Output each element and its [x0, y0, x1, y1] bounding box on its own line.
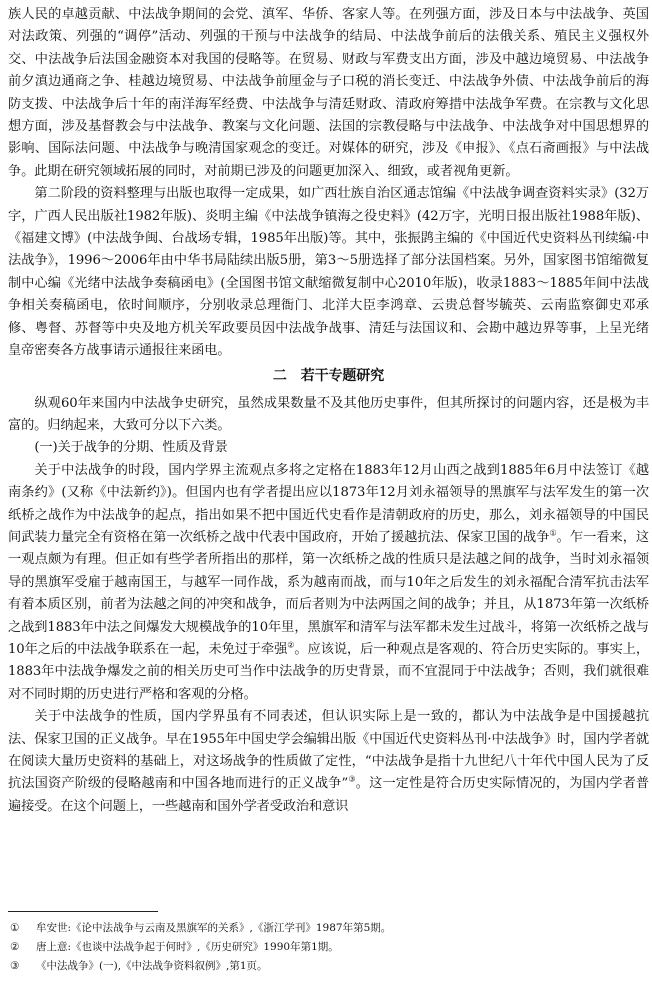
footnote-ref-2[interactable]: ② — [287, 640, 295, 650]
footnote-2 — [8, 938, 649, 957]
footnote-1-text: 牟安世:《论中法战争与云南及黑旗军的关系》,《浙江学刊》1987年第5期。 — [36, 922, 392, 934]
footnote-3 — [8, 957, 649, 976]
footnote-ref-3[interactable]: ③ — [348, 775, 356, 785]
footnote-2-text: 唐上意:《也谈中法战争起于何时》,《历史研究》1990年第1期。 — [36, 941, 339, 953]
footnote-3-mark: ③ — [10, 960, 20, 972]
footnote-3-text: 《中法战争》(一),《中法战争资料叙例》,第1页。 — [36, 960, 268, 972]
footnote-ref-1[interactable]: ① — [549, 528, 557, 538]
footnote-1 — [8, 919, 649, 938]
paragraph-5-part-b: 。这一定性是符合历史实际情况的，为国内学者普遍接受。在这个问题上，一些越南和国外学者受政治和意识 — [8, 776, 650, 814]
paragraph-1: 族人民的卓越贡献、中法战争期间的会党、滇军、华侨、客家人等。在列强方面，涉及日本与中法战争、英国对法政策、列强的“调停”活动、列强的干预与中法战争的结局、中法战争前后的法俄关系、殖民主义强权外交、中法战争后法国金融资本对我国的侵略等。在贸易、财政与军费支出方面，涉及中越边境贸易、中法战争前夕滇边通商之争、桂越边境贸易、中法战争前厘金与子口税的消长变迁、中法战争外债、中法战争前后的海防支拨、中法战争后十年的南洋海军经费、中法战争与清廷财政、清政府筹措中法战争军费。在宗教与文化思想方面，涉及基督教会与中法战争、教案与文化问题、法国的宗教侵略与中法战争、中法战争对中国思想界的影响、国际法问题、中法战争与晚清国家观念的变迁。对媒体的研究，涉及《申报》、《点石斋画报》与中法战争。此期在研究领域拓展的同时，对前期已涉及的问题更加深入、细致，或者视角更新。 — [8, 7, 649, 179]
section-title: 二 若干专题研究 — [272, 367, 385, 384]
footnotes — [8, 919, 649, 976]
paragraph-4 — [8, 460, 649, 706]
footnote-divider — [8, 911, 158, 912]
footnote-2-mark: ② — [10, 941, 20, 953]
paragraph-5-part-a: 关于中法战争的性质，国内学界虽有不同表述，但认识实际上是一致的，都认为中法战争是中国援越抗法、保家卫国的正义战争。早在1955年中国史学会编辑出版《中国近代史资料丛刊·中法战争》时，国内学者就在阅读大量历史资料的基础上，对这场战争的性质做了定性，“中法战争是指十九世纪八十年代中国人民为了反抗法国资产阶级的侵略越南和中国各地而进行的正义战争” — [8, 709, 649, 792]
paragraph-2: 第二阶段的资料整理与出版也取得一定成果，如广西壮族自治区通志馆编《中法战争调查资料实录》(32万字，广西人民出版社1982年版)、炎明主编《中法战争镇海之役史料》(42万字，光明日报出版社1988年版)、《福建文博》(中法战争闽、台战场专辑，1985年出版)等。其中，张振鹍主编的《中国近代史资料丛刊续编·中法战争》，1996～2006年由中华书局陆续出版5册，第3～5册选择了部分法国档案。另外，国家图书馆缩微复制中心编《光绪中法战争奏稿函电》(全国图书馆文献缩微复制中心2010年版)，收录1883～1885年间中法战争相关奏稿函电，依时间顺序，分别收录总理衙门、北洋大臣李鸿章、云贵总督岑毓英、云南监察御史邓承修、粤督、苏督等中央及地方机关军政要员因中法战争战事、清廷与法国议和、会勘中越边界等事，上呈光绪皇帝密奏各方战事请示通报往来函电。 — [8, 186, 649, 359]
main-text — [8, 4, 649, 818]
paragraph-4-part-b: 。乍一看来，这一观点颇为有理。但正如有些学者所指出的那样，第一次纸桥之战的性质只是法越之间的战争，当时刘永福领导的黑旗军受雇于越南国王，与越军一同作战，系为越南而战，而与10年之后发生的刘永福配合清军抗击法军有着本质区别，前者为法越之间的冲突和战争，而后者则为中法两国之间的战争；并且，从1873年第一次纸桥之战到1883年中法之间爆发大规模战争的10年里，黑旗军和清军与法军都未发生过战斗，将第一次纸桥之战与10年之后的中法战争联系在一起，未免过于牵强 — [8, 529, 649, 657]
paragraph-5 — [8, 706, 649, 818]
paragraph-3: 纵观60年来国内中法战争史研究，虽然成果数量不及其他历史事件，但其所探讨的问题内容，还是极为丰富的。归纳起来，大致可分以下六类。 — [8, 395, 649, 433]
paragraph-4-part-a: 关于中法战争的时段，国内学界主流观点多将之定格在1883年12月山西之战到1885年6月中法签订《越南条约》(又称《中法新约》)。但国内也有学者提出应以1873年12月刘永福领导的黑旗军与法军发生的第一次纸桥之战作为中法战争的起点，指出如果不把中国近代史看作是清朝政府的历史，那么，刘永福领导的中国民间武装力量完全有资格在第一次纸桥之战中代表中国政府，开始了援越抗法、保家卫国的战争 — [8, 462, 649, 545]
subsection-heading: (一)关于战争的分期、性质及背景 — [34, 440, 228, 456]
footnote-1-mark: ① — [10, 922, 20, 934]
paragraph-4-part-c: 。应该说，后一种观点是客观的、符合历史实际的。事实上，1883年中法战争爆发之前的相关历史可当作中法战争的历史背景，而不宜混同于中法战争；否则，我们就很难对不同时期的历史进行严格和客观的分格。 — [8, 641, 649, 702]
